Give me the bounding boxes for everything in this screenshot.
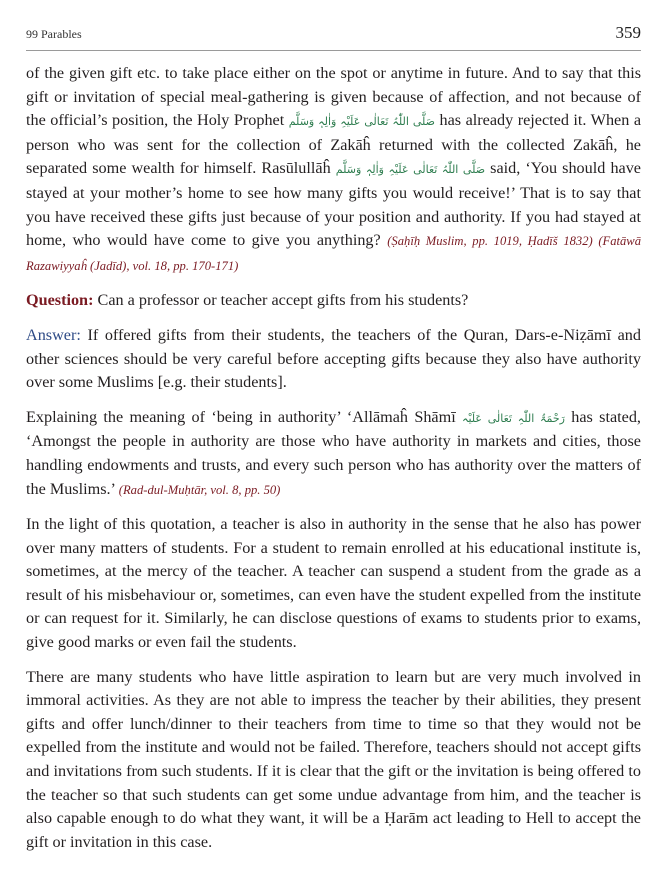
salutation-glyph: صَلَّی اللّٰہُ تَعَالٰی عَلَیْہِ وَاٰلِہٖ وَسَلَّم xyxy=(288,115,435,129)
citation: (Ṣaḥīḥ Muslim, pp. 1019, Ḥadīš 1832) (Fatāwā Razawiyyaĥ (Jadīd), vol. 18, pp. 170-171) xyxy=(26,234,641,273)
question-paragraph xyxy=(26,289,641,313)
book-title: 99 Parables xyxy=(26,27,82,41)
citation: (Rad-dul-Muḥtār, vol. 8, pp. 50) xyxy=(118,482,281,497)
page-body xyxy=(26,62,641,865)
paragraph-students-gifts: There are many students who have little aspiration to learn but are very much involved in immoral activities. As they are not able to impress the teacher by their abilities, they present gifts and offer lunch/dinner to their teachers from time to time so that they would not be expelled from the institute and would not be failed. Therefore, teachers should not accept gifts and invitations from such students. If it is clear that the gift or the invitation is being offered to the teacher so that such students can get some undue advantage from him, and the teacher is also capable enough to do what they want, it will be a Ḥarām act leading to Hell to accept the gift or invitation in this case. xyxy=(26,667,641,851)
answer-label: Answer: xyxy=(26,325,81,344)
salutation-glyph: صَلَّی اللّٰہُ تَعَالٰی عَلَیْہِ وَاٰلِہٖ وَسَلَّم xyxy=(335,163,486,177)
paragraph-gifts-authority: of the given gift etc. to take place either on the spot or anytime in future. And to say that this gift or invitation of special meal-gathering is given because of affection, and not because of the official’s position, the Holy Prophet صَلَّی اللّٰہُ تَعَالٰی عَلَیْہِ وَاٰلِہٖ وَسَلَّم has already rejected it. When a person who was sent for the collection of Zakāĥ returned with the collected Zakāĥ, he separated some wealth for himself. Rasūlullāĥ صَلَّی اللّٰہُ تَعَالٰی عَلَیْہِ وَاٰلِہٖ وَسَلَّم said, ‘You should have stayed at your mother’s home to see how many gifts you would receive!’ That is to say that you have received these gifts just because of your position and authority. If you had stayed at home, who would have come to give you anything? (Ṣaḥīḥ Muslim, pp. 1019, Ḥadīš 1832) (Fatāwā Razawiyyaĥ (Jadīd), vol. 18, pp. 170-171) xyxy=(26,64,641,273)
page-number: 359 xyxy=(615,23,641,42)
paragraph-shami-quote: Explaining the meaning of ‘being in authority’ ‘Allāmaĥ Shāmī رَحْمَۃُ اللّٰہِ تَعَالٰی عَلَیْہ has stated, ‘Amongst the people in authority are those who have authority in markets and cities, those handling endowments and trusts, and every such person who has authority over the matters of the Muslims.’ (Rad-dul-Muḥtār, vol. 8, pp. 50) xyxy=(26,407,641,498)
paragraph-teacher-authority: In the light of this quotation, a teacher is also in authority in the sense that he also has power over many matters of students. For a student to remain enrolled at his educational institute is, sometimes, at the mercy of the teacher. A teacher can suspend a student from the grade as a result of his misbehaviour or, sometimes, can even have the student expelled from the institute or can request for it. Similarly, he can disclose questions of exams to students prior to exams, give good marks or even fail the students. xyxy=(26,515,641,652)
salutation-glyph: رَحْمَۃُ اللّٰہِ تَعَالٰی عَلَیْہ xyxy=(462,411,565,425)
answer-text: If offered gifts from their students, the teachers of the Quran, Dars-e-Niẓāmī and other sciences should be very careful before accepting gifts because they also have authority over some Muslims [e.g. their students]. xyxy=(26,325,641,392)
question-text: Can a professor or teacher accept gifts from his students? xyxy=(93,291,469,310)
question-label: Question: xyxy=(26,291,94,310)
answer-paragraph xyxy=(26,324,641,395)
page-header xyxy=(26,22,641,51)
